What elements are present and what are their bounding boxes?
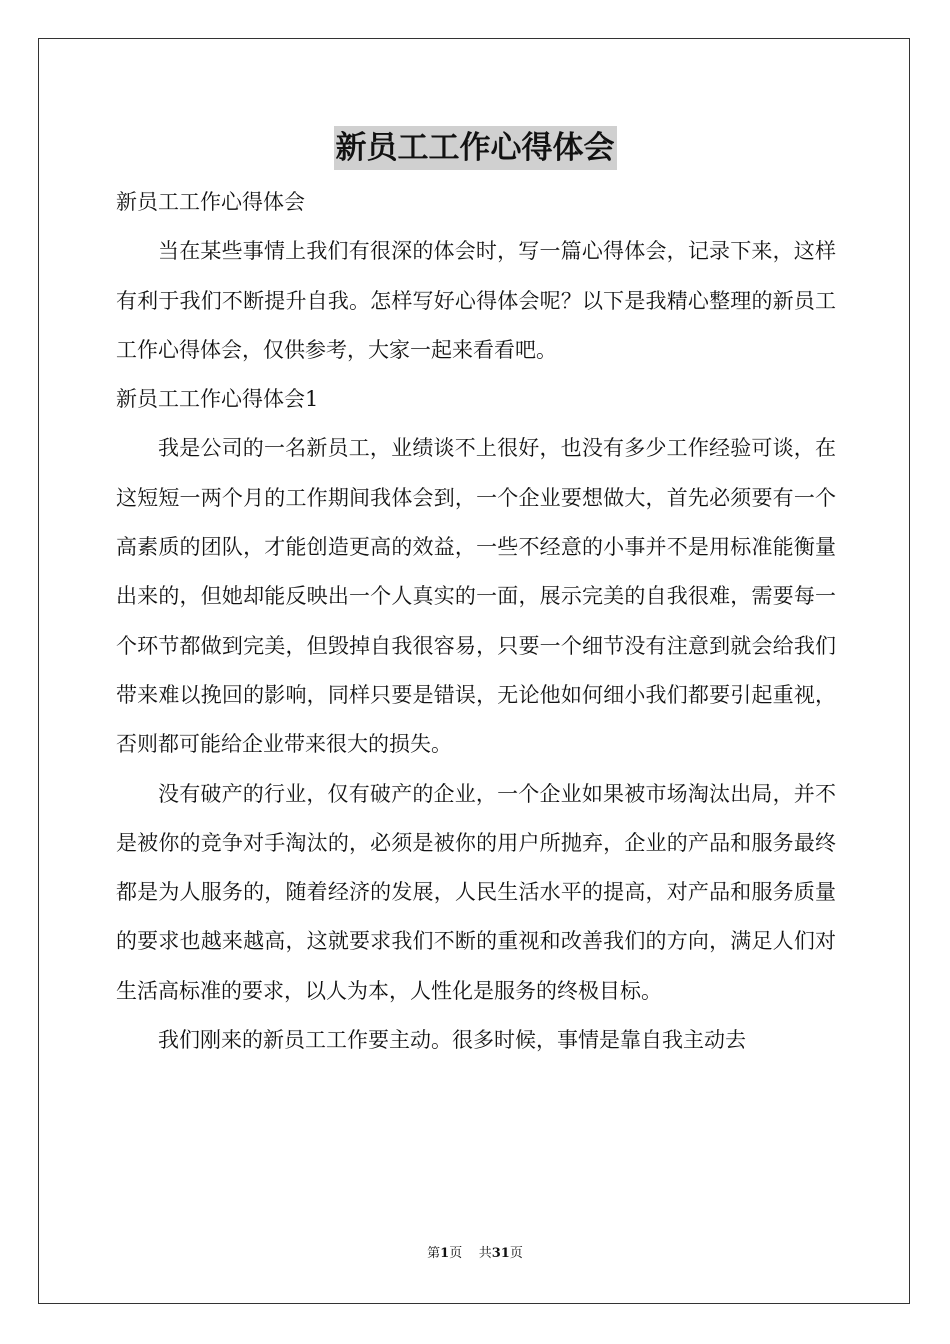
section-heading: 新员工工作心得体会1 — [116, 387, 319, 412]
body-paragraph: 新员工工作心得体会 — [116, 190, 305, 214]
body-paragraph: 我们刚来的新员工工作要主动。很多时候，事情是靠自我主动去 — [158, 1028, 746, 1053]
footer-total-pages: 31 — [491, 1246, 510, 1261]
footer-page-number: 1 — [440, 1246, 450, 1261]
page-footer — [0, 1245, 950, 1263]
footer-total-prefix: 共 — [478, 1246, 492, 1261]
footer-prefix: 第 — [427, 1246, 441, 1261]
document-body — [116, 178, 836, 1065]
body-paragraph: 没有破产的行业，仅有破产的企业，一个企业如果被市场淘汰出局，并不是被你的竞争对手淘汰的，必须是被你的用户所抛弃，企业的产品和服务最终都是为人服务的，随着经济的发展，人民生活水平的提高，对产品和服务质量的要求也越来越高，这就要求我们不断的重视和改善我们的方向，满足人们对生活高标准的要求，以人为本，人性化是服务的终极目标。 — [116, 781, 836, 1003]
document-title: 新员工工作心得体会 — [334, 126, 617, 170]
footer-total-suffix: 页 — [509, 1246, 523, 1261]
title-container — [0, 126, 950, 170]
body-paragraph: 我是公司的一名新员工，业绩谈不上很好，也没有多少工作经验可谈，在这短短一两个月的工作期间我体会到，一个企业要想做大，首先必须要有一个高素质的团队，才能创造更高的效益，一些不经意的小事并不是用标准能衡量出来的，但她却能反映出一个人真实的一面，展示完美的自我很难，需要每一个环节都做到完美，但毁掉自我很容易，只要一个细节没有注意到就会给我们带来难以挽回的影响，同样只要是错误，无论他如何细小我们都要引起重视，否则都可能给企业带来很大的损失。 — [116, 436, 836, 757]
footer-page-suffix: 页 — [449, 1246, 463, 1261]
body-paragraph: 当在某些事情上我们有很深的体会时，写一篇心得体会，记录下来，这样有利于我们不断提升自我。怎样写好心得体会呢？以下是我精心整理的新员工工作心得体会，仅供参考，大家一起来看看吧。 — [116, 239, 836, 362]
